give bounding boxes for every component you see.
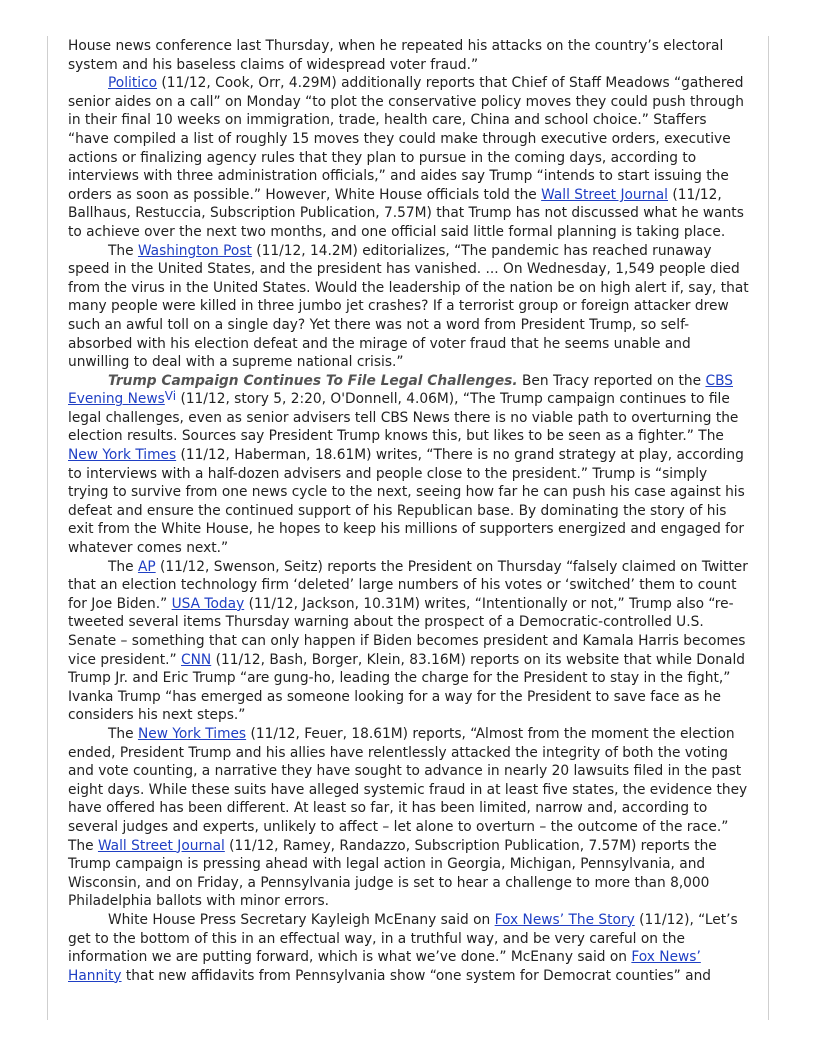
link-wall-street-journal-2[interactable]: Wall Street Journal (97, 837, 225, 854)
paragraph-politico: Politico (11/12, Cook, Orr, 4.29M) additionally reports that Chief of Staff Meadows “gathered senior aides on a call” on Monday “to plot the conservative policy moves they could push through in their final 10 weeks on immigration, trade, health care, China and school choice.” Staffers “have compiled a list of roughly 15 moves they could make through executive orders, executive actions or finalizing agency rules that they plan to pursue in the coming days, according to interviews with three administration officials,” and aides say Trump “intends to start issuing the orders as soon as possible.” However, White House officials told the Wall Street Journal (11/12, Ballhaus, Restuccia, Subscription Publication, 7.57M) that Trump has not discussed what he wants to achieve over the next two months, and one official said little formal planning is taking place. (68, 75, 744, 240)
paragraph-continuation: House news conference last Thursday, when he repeated his attacks on the country’s electoral system and his baseless claims of widespread voter fraud.” (68, 38, 724, 73)
link-ap[interactable]: AP (137, 558, 156, 575)
link-new-york-times[interactable]: New York Times (68, 447, 177, 464)
paragraph-washington-post: The Washington Post (11/12, 14.2M) editorializes, “The pandemic has reached runaway speed in the United States, and the president has vanished. ... On Wednesday, 1,549 people died from the virus in the United States. Would the leadership of the nation be on high alert if, say, that many people were killed in three jumbo jet crashes? If a terrorist group or foreign attacker drew such an awful toll on a single day? Yet there was not a word from President Trump, so self-absorbed with his election defeat and the mirage of voter fraud that he seems unable and unwilling to deal with a supreme national crisis.” (68, 242, 749, 371)
paragraph-mcenany: White House Press Secretary Kayleigh McEnany said on Fox News’ The Story (11/12), “Let’s get to the bottom of this in an effectual way, in a truthful way, and be very careful on the information we are putting forward, which is what we’ve done.” McEnany said on Fox News’ Hannity that new affidavits from Pennsylvania show “one system for Democrat counties” and (68, 911, 738, 984)
link-new-york-times-2[interactable]: New York Times (137, 725, 247, 742)
link-cbs-evening-news[interactable]: CBS Evening News (68, 372, 733, 408)
paragraph-legal-challenges: Trump Campaign Continues To File Legal Challenges. Ben Tracy reported on the CBS Evening News$^{Vi}$ (11/12, story 5, 2:20, O'Donnell, 4.06M), “The Trump campaign continues to file legal challenges, even as senior advisers tell CBS News there is no viable path to overturning the election results. Sources say President Trump knows this, but likes to be seen as a fighter.” The New York Times (11/12, Haberman, 18.61M) writes, “There is no grand strategy at play, according to interviews with a half-dozen advisers and people close to the president.” Trump is “simply trying to survive from one news cycle to the next, seeing how far he can push his case against his defeat and ensure the continued support of his Republican base. By dominating the story of his exit from the White House, he hopes to keep his millions of supporters energized and engaged for whatever comes next.” (68, 372, 745, 557)
left-margin-rule (47, 36, 48, 1020)
link-wall-street-journal[interactable]: Wall Street Journal (541, 186, 668, 203)
paragraph-ap: The AP (11/12, Swenson, Seitz) reports the President on Thursday “falsely claimed on Twitter that an election technology firm ‘deleted’ large numbers of his votes or ‘switched’ them to count for Joe Biden.” USA Today (11/12, Jackson, 10.31M) writes, “Intentionally or not,” Trump also “re-tweeted several items Thursday warning about the prospect of a Democratic-controlled U.S. Senate – something that can only happen if Biden becomes president and Kamala Harris becomes vice president.” CNN (11/12, Bash, Borger, Klein, 83.16M) reports on its website that while Donald Trump Jr. and Eric Trump “are gung-ho, leading the charge for the President to stay in the fight,” Ivanka Trump “has emerged as someone looking for a way for the President to save face as he considers his next steps.” (68, 558, 748, 724)
link-cnn[interactable]: CNN (181, 651, 212, 668)
link-usa-today[interactable]: USA Today (171, 595, 245, 612)
link-politico[interactable]: Politico (108, 75, 158, 92)
paragraph-nyt-lawsuits: The New York Times (11/12, Feuer, 18.61M) reports, “Almost from the moment the election ended, President Trump and his allies have relentlessly attacked the integrity of both the voting and vote counting, a narrative they have sought to advance in nearly 20 lawsuits filed in the past eight days. While these suits have alleged systemic fraud in at least five states, the evidence they have offered has been different. At least so far, it has been limited, narrow and, according to several judges and experts, unlikely to affect – let alone to overturn – the outcome of the race.” The Wall Street Journal (11/12, Ramey, Randazzo, Subscription Publication, 7.57M) reports the Trump campaign is pressing ahead with legal action in Georgia, Michigan, Pennsylvania, and Wisconsin, and on Friday, a Pennsylvania judge is set to hear a challenge to more than 8,000 Philadelphia ballots with minor errors. (68, 725, 748, 910)
video-ref-link[interactable]: Vi (164, 389, 177, 404)
link-fox-news-the-story[interactable]: Fox News’ The Story (494, 911, 635, 928)
article-body (68, 37, 750, 985)
video-ref-marker[interactable] (165, 389, 176, 403)
right-margin-rule (768, 36, 769, 1020)
section-headline: Trump Campaign Continues To File Legal Challenges. (108, 372, 518, 389)
link-washington-post[interactable]: Washington Post (137, 242, 252, 259)
link-fox-news-hannity[interactable]: Fox News’ Hannity (68, 949, 701, 984)
